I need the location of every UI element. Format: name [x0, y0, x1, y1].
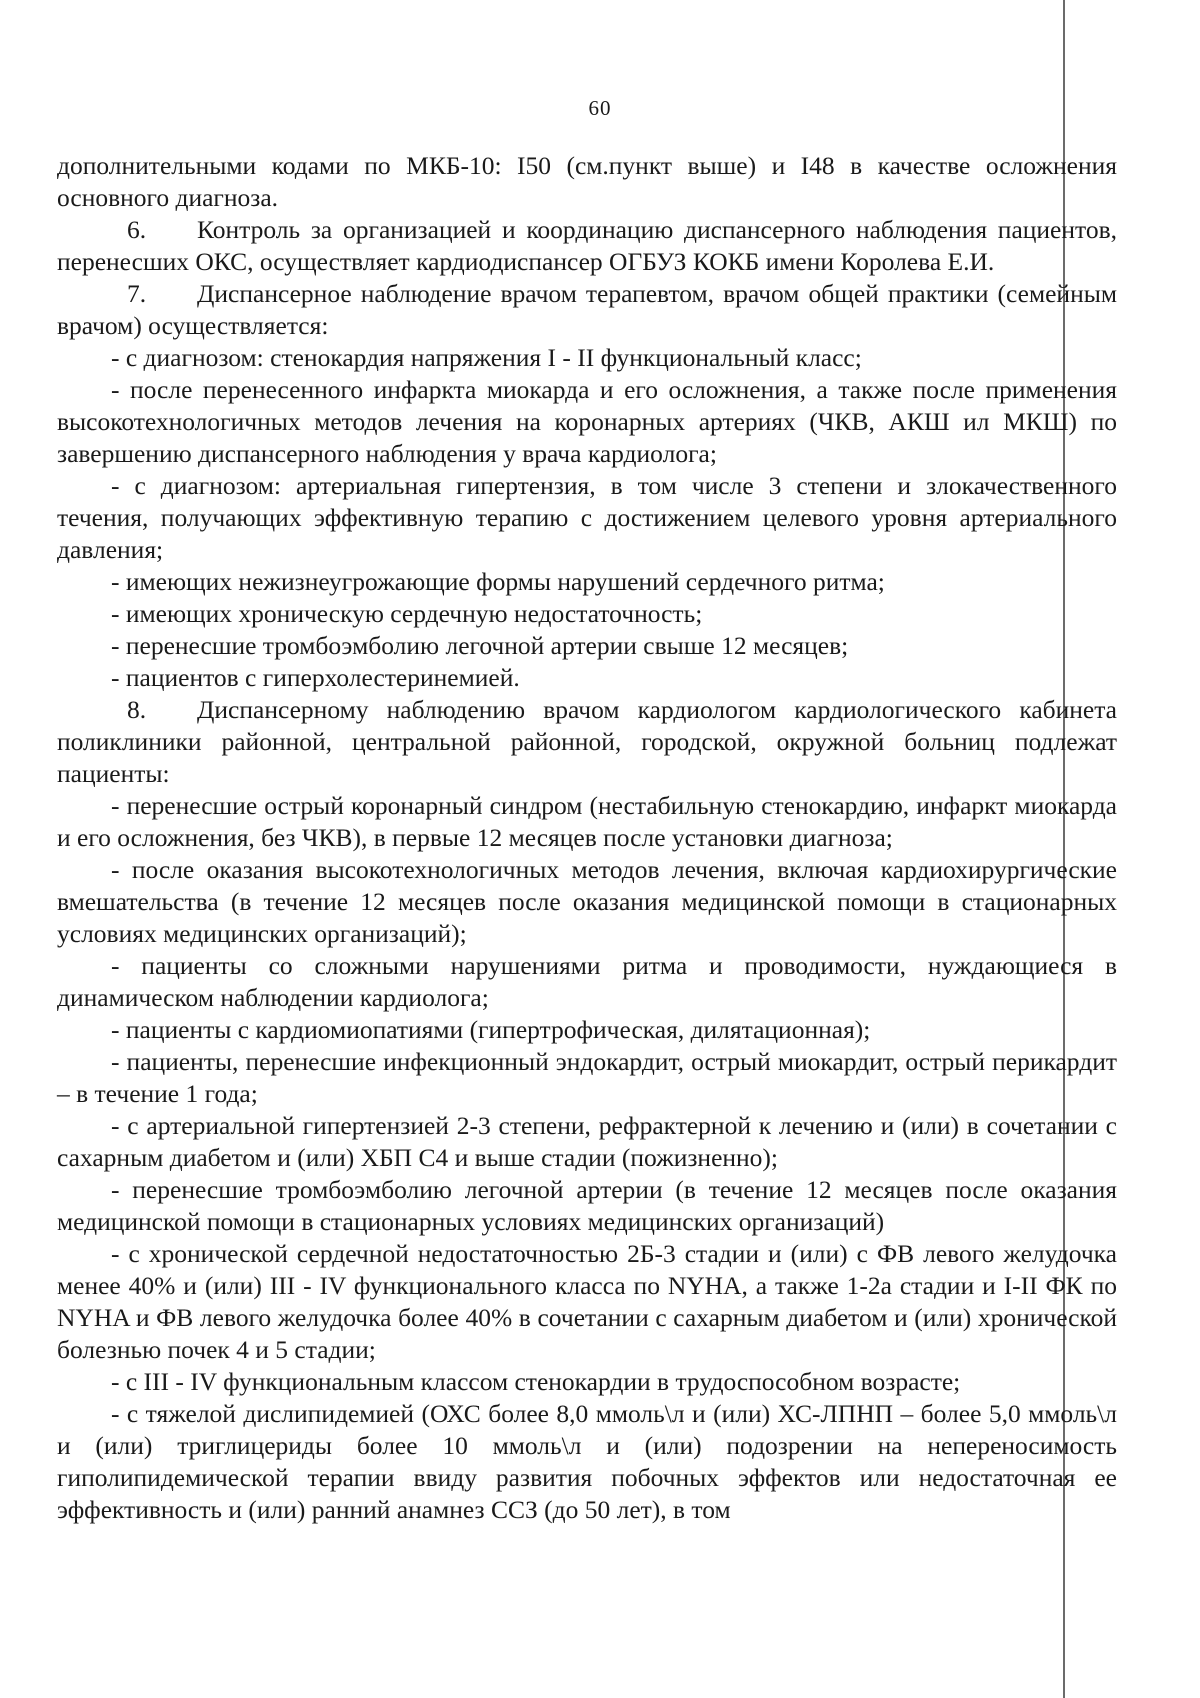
item-text: Контроль за организацией и координацию диспансерного наблюдения пациентов, перенесших ОКС, осуществляет кардиодиспансер ОГБУЗ КОКБ имени Королева Е.И. [57, 215, 1117, 276]
numbered-item-7 [57, 278, 1117, 342]
list-item: - после оказания высокотехнологичных методов лечения, включая кардиохирургические вмешательства (в течение 12 месяцев после оказания медицинской помощи в стационарных условиях медицинских организаций); [57, 855, 1117, 948]
list-item: - с III - IV функциональным классом стенокардии в трудоспособном возрасте; [111, 1367, 961, 1396]
list-item: - пациенты со сложными нарушениями ритма и проводимости, нуждающиеся в динамическом наблюдении кардиолога; [57, 951, 1117, 1012]
item-text: Диспансерное наблюдение врачом терапевтом, врачом общей практики (семейным врачом) осуществляется: [57, 279, 1117, 340]
list-item: - с диагнозом: артериальная гипертензия, в том числе 3 степени и злокачественного течения, получающих эффективную терапию с достижением целевого уровня артериального давления; [57, 471, 1117, 564]
list-item: - с диагнозом: стенокардия напряжения I - II функциональный класс; [111, 343, 862, 372]
list-item: - перенесшие тромбоэмболию легочной артерии свыше 12 месяцев; [111, 631, 849, 660]
item-number: 7. [127, 279, 147, 308]
list-item: - пациентов с гиперхолестеринемией. [111, 663, 520, 692]
list-item: - после перенесенного инфаркта миокарда и его осложнения, а также после применения высокотехнологичных методов лечения на коронарных артериях (ЧКВ, АКШ ил МКШ) по завершению диспансерного наблюдения у врача кардиолога; [57, 375, 1117, 468]
list-item: - пациенты с кардиомиопатиями (гипертрофическая, дилятационная); [111, 1015, 871, 1044]
list-item: - с тяжелой дислипидемией (ОХС более 8,0 ммоль\л и (или) ХС-ЛПНП – более 5,0 ммоль\л и (или) триглицериды более 10 ммоль\л и (или) подозрении на непереносимость гиполипидемической терапии ввиду развития побочных эффектов или недостаточная ее эффективность и (или) ранний анамнез ССЗ (до 50 лет), в том [57, 1399, 1117, 1524]
item-number: 6. [127, 215, 147, 244]
numbered-item-8 [57, 694, 1117, 790]
item-text: Диспансерному наблюдению врачом кардиологом кардиологического кабинета поликлиники районной, центральной районной, городской, окружной больниц подлежат пациенты: [57, 695, 1117, 788]
numbered-item-6 [57, 214, 1117, 278]
list-item: - с артериальной гипертензией 2-3 степени, рефрактерной к лечению и (или) в сочетании с сахарным диабетом и (или) ХБП С4 и выше стадии (пожизненно); [57, 1111, 1117, 1172]
list-item: - перенесшие острый коронарный синдром (нестабильную стенокардию, инфаркт миокарда и его осложнения, без ЧКВ), в первые 12 месяцев после установки диагноза; [57, 791, 1117, 852]
list-item: - имеющих хроническую сердечную недостаточность; [111, 599, 703, 628]
list-item: - с хронической сердечной недостаточностью 2Б-3 стадии и (или) с ФВ левого желудочка менее 40% и (или) III - IV функционального класса по NYHA, а также 1-2а стадии и I-II ФК по NYHA и ФВ левого желудочка более 40% в сочетании с сахарным диабетом и (или) хронической болезнью почек 4 и 5 стадии; [57, 1239, 1117, 1364]
paragraph: дополнительными кодами по МКБ-10: I50 (см.пункт выше) и I48 в качестве осложнения основного диагноза. [57, 151, 1117, 212]
document-body [57, 150, 1117, 1526]
list-item: - перенесшие тромбоэмболию легочной артерии (в течение 12 месяцев после оказания медицинской помощи в стационарных условиях медицинских организаций) [57, 1175, 1117, 1236]
list-item: - имеющих нежизнеугрожающие формы нарушений сердечного ритма; [111, 567, 885, 596]
list-item: - пациенты, перенесшие инфекционный эндокардит, острый миокардит, острый перикардит – в течение 1 года; [57, 1047, 1117, 1108]
item-number: 8. [127, 695, 147, 724]
page-number: 60 [588, 96, 612, 120]
